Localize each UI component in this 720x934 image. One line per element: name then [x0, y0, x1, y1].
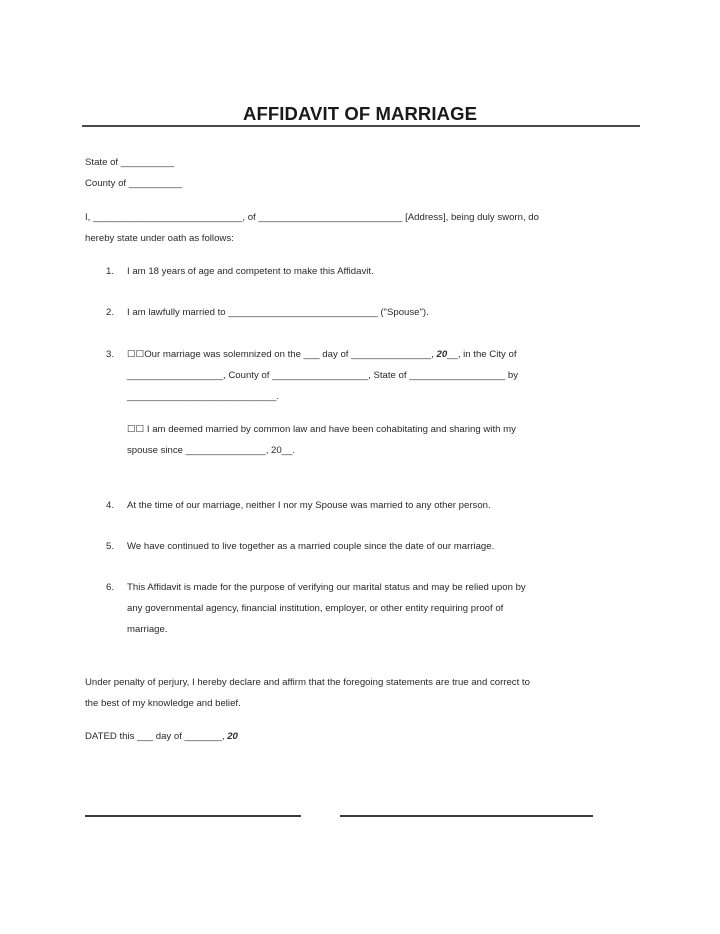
item-1-text: I am 18 years of age and competent to make this Affidavit.	[127, 266, 374, 277]
item-3-line-3: ____________________________.	[127, 391, 280, 402]
perjury-line-2: the best of my knowledge and belief.	[85, 698, 241, 709]
item-number-3: 3.	[106, 349, 115, 360]
item-number-2: 2.	[106, 307, 115, 318]
item-3-line-2: __________________, County of __________________, State of __________________ by	[127, 370, 519, 381]
item-number-5: 5.	[106, 541, 115, 552]
item-4-text: At the time of our marriage, neither I nor my Spouse was married to any other person.	[127, 500, 491, 511]
item-6-line-1: This Affidavit is made for the purpose of verifying our marital status and may be relied upon by	[127, 582, 526, 593]
signature-line-right[interactable]	[340, 815, 593, 817]
item-number-1: 1.	[106, 266, 115, 277]
item-3-common-law-line-2: spouse since _______________, 20__.	[127, 445, 296, 456]
perjury-line-1: Under penalty of perjury, I hereby declare and affirm that the foregoing statements are true and correct to	[85, 677, 530, 688]
state-line: State of __________	[85, 157, 175, 168]
signature-line-left[interactable]	[85, 815, 301, 817]
item-number-4: 4.	[106, 500, 115, 511]
item-6-line-3: marriage.	[127, 624, 168, 635]
dated-line: DATED this ___ day of _______, 20	[85, 731, 238, 742]
title-underline	[82, 125, 640, 127]
county-line: County of __________	[85, 178, 183, 189]
item-3-common-law-line-1: ☐☐ I am deemed married by common law and have been cohabitating and sharing with my	[127, 424, 516, 435]
intro-line-2: hereby state under oath as follows:	[85, 233, 234, 244]
item-number-6: 6.	[106, 582, 115, 593]
document-title: AFFIDAVIT OF MARRIAGE	[242, 103, 478, 124]
item-6-line-2: any governmental agency, financial institution, employer, or other entity requiring proof of	[127, 603, 504, 614]
item-2-text: I am lawfully married to ____________________________ ("Spouse").	[127, 307, 429, 318]
item-3-line-1: ☐☐Our marriage was solemnized on the ___ day of _______________, 20__, in the City of	[127, 349, 517, 360]
item-5-text: We have continued to live together as a married couple since the date of our marriage.	[127, 541, 495, 552]
intro-line-1: I, ____________________________, of ___________________________ [Address], being duly sworn, do	[85, 212, 539, 223]
